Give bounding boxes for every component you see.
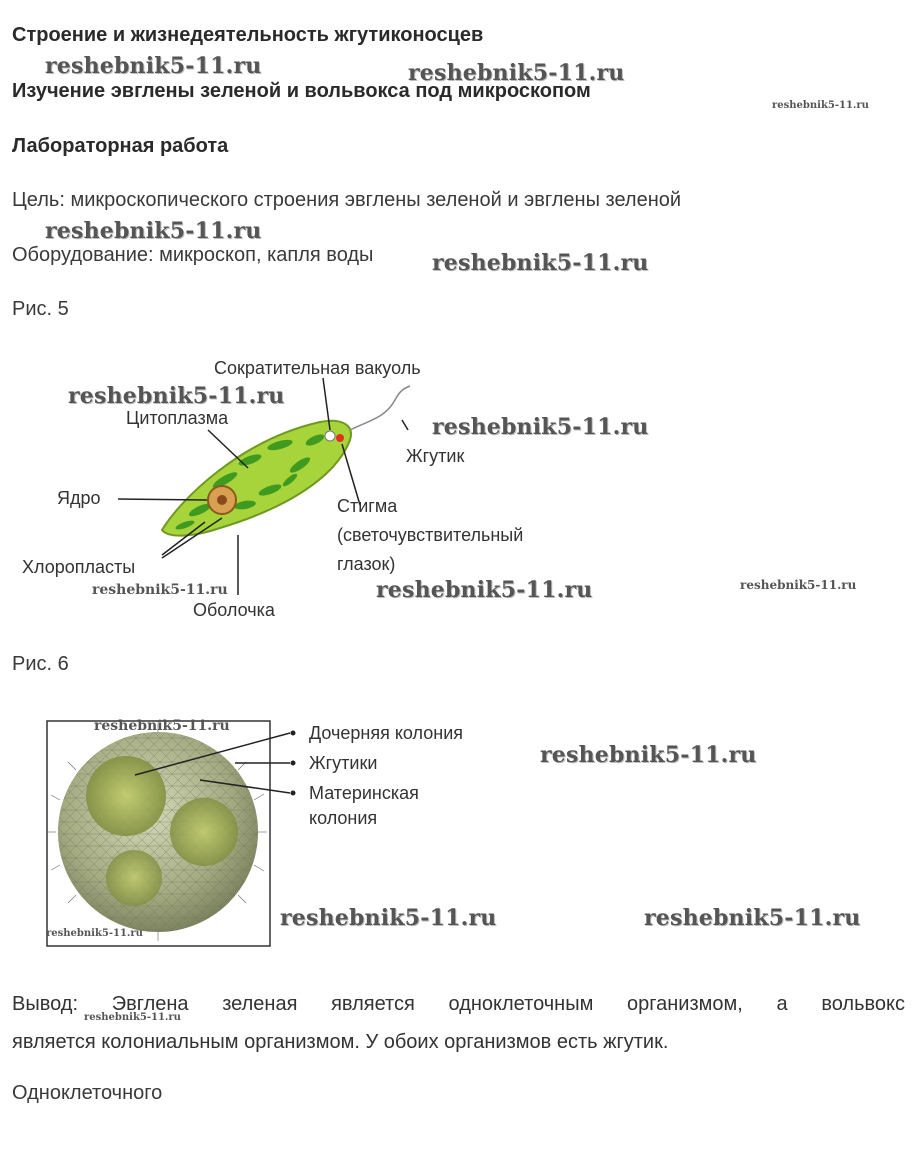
nucleolus (217, 495, 227, 505)
watermark: reshebnik5-11.ru (92, 582, 228, 598)
daughter-colony (106, 850, 162, 906)
section-heading: Лабораторная работа (12, 135, 229, 157)
watermark: reshebnik5-11.ru (772, 100, 869, 111)
conclusion-line-1: Вывод: Эвглена зеленая является одноклеточным организмом, а вольвокс (12, 993, 905, 1015)
label-mother-colony-2: колония (309, 808, 378, 828)
watermark: reshebnik5-11.ru (45, 218, 262, 244)
watermark: reshebnik5-11.ru (540, 742, 757, 768)
page-title: Строение и жизнедеятельность жгутиконосцев (12, 24, 484, 46)
goal-text: Цель: микроскопического строения эвглены зеленой и эвглены зеленой (12, 189, 682, 211)
label-stigma: Стигма (337, 496, 398, 516)
watermark: reshebnik5-11.ru (376, 577, 593, 603)
figure-5-caption: Рис. 5 (12, 298, 69, 320)
label-flagella: Жгутики (309, 753, 378, 773)
conclusion-line-2: является колониальным организмом. У обоих организмов есть жгутик. (12, 1031, 669, 1053)
watermark: reshebnik5-11.ru (432, 414, 649, 440)
watermark: reshebnik5-11.ru (94, 718, 230, 734)
equipment-text: Оборудование: микроскоп, капля воды (12, 244, 374, 266)
watermark: reshebnik5-11.ru (45, 53, 262, 79)
label-cytoplasm: Цитоплазма (126, 408, 229, 428)
watermark: reshebnik5-11.ru (84, 1012, 181, 1023)
label-nucleus: Ядро (57, 488, 101, 508)
volvox-pointers (130, 725, 305, 805)
stigma (336, 434, 344, 442)
label-membrane: Оболочка (193, 600, 275, 620)
figure-6-caption: Рис. 6 (12, 653, 69, 675)
watermark: reshebnik5-11.ru (644, 905, 861, 931)
daughter-colony (170, 798, 238, 866)
watermark: reshebnik5-11.ru (432, 250, 649, 276)
watermark: reshebnik5-11.ru (408, 60, 625, 86)
watermark: reshebnik5-11.ru (740, 578, 857, 592)
flagellum (350, 386, 410, 430)
label-chloroplasts: Хлоропласты (22, 557, 136, 577)
subtitle: Изучение эвглены зеленой и вольвокса под микроскопом (12, 80, 591, 102)
watermark: reshebnik5-11.ru (280, 905, 497, 931)
label-stigma-eye: глазок) (337, 554, 396, 574)
label-mother-colony: Материнская (309, 783, 419, 803)
label-stigma-desc: (светочувствительный (337, 525, 524, 545)
footer-answer: Одноклеточного (12, 1082, 163, 1104)
label-daughter-colony: Дочерняя колония (309, 723, 463, 743)
watermark: reshebnik5-11.ru (68, 383, 285, 409)
conclusion-text (12, 985, 905, 1061)
watermark: reshebnik5-11.ru (46, 928, 143, 939)
contractile-vacuole (325, 431, 335, 441)
label-contractile-vacuole: Сократительная вакуоль (214, 358, 421, 378)
label-flagellum: Жгутик (406, 446, 465, 466)
